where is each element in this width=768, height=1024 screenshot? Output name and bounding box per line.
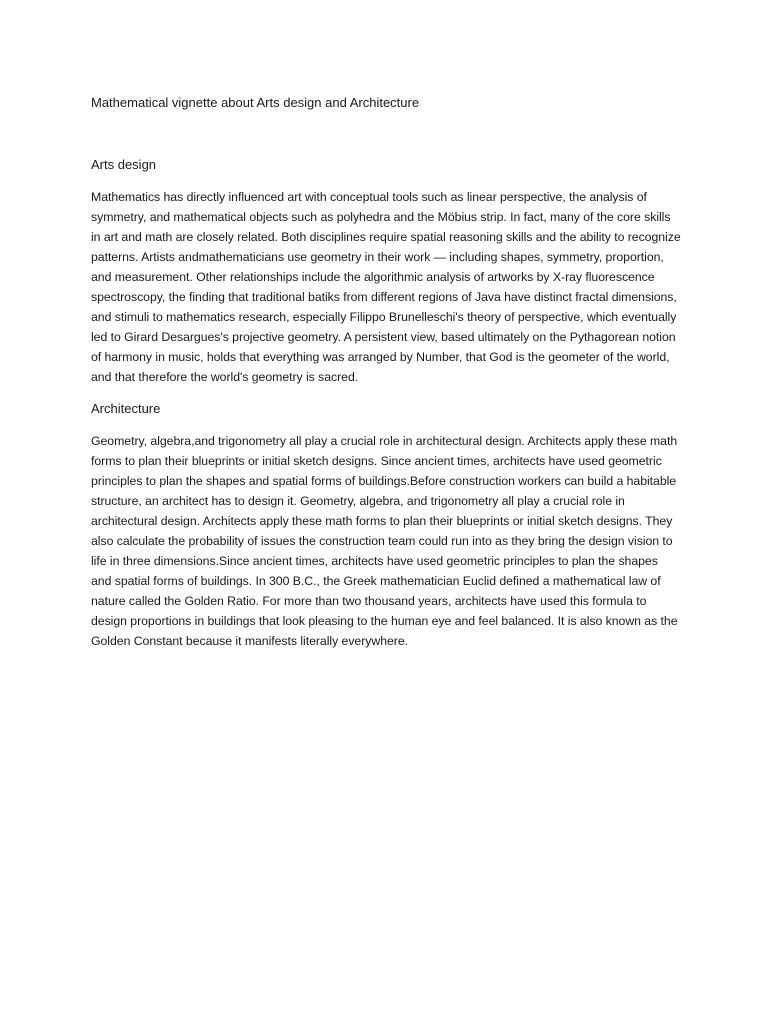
section-heading-architecture: Architecture (91, 401, 161, 416)
document-page (91, 93, 681, 651)
paragraph-architecture: Geometry, algebra,and trigonometry all play a crucial role in architectural design. Architects apply these math forms to plan their blueprints or initial sketch designs. Since ancient times, architects have used geometric principles to plan the shapes and spatial forms of buildings.Before construction workers can build a habitable structure, an architect has to design it. Geometry, algebra, and trigonometry all play a crucial role in architectural design. Architects apply these math forms to plan their blueprints or initial sketch designs. They also calculate the probability of issues the construction team could run into as they bring the design vision to life in three dimensions.Since ancient times, architects have used geometric principles to plan the shapes and spatial forms of buildings. In 300 B.C., the Greek mathematician Euclid defined a mathematical law of nature called the Golden Ratio. For more than two thousand years, architects have used this formula to design proportions in buildings that look pleasing to the human eye and feel balanced. It is also known as the Golden Constant because it manifests literally everywhere. (91, 434, 678, 648)
document-title: Mathematical vignette about Arts design and Architecture (91, 95, 420, 110)
paragraph-arts-design: Mathematics has directly influenced art with conceptual tools such as linear perspective, the analysis of symmetry, and mathematical objects such as polyhedra and the Möbius strip. In fact, many of the core skills in art and math are closely related. Both disciplines require spatial reasoning skills and the ability to recognize patterns. Artists andmathematicians use geometry in their work — including shapes, symmetry, proportion, and measurement. Other relationships include the algorithmic analysis of artworks by X-ray fluorescence spectroscopy, the finding that traditional batiks from different regions of Java have distinct fractal dimensions, and stimuli to mathematics research, especially Filippo Brunelleschi's theory of perspective, which eventually led to Girard Desargues's projective geometry. A persistent view, based ultimately on the Pythagorean notion of harmony in music, holds that everything was arranged by Number, that God is the geometer of the world, and that therefore the world's geometry is sacred. (91, 190, 681, 384)
section-heading-arts-design: Arts design (91, 157, 157, 172)
